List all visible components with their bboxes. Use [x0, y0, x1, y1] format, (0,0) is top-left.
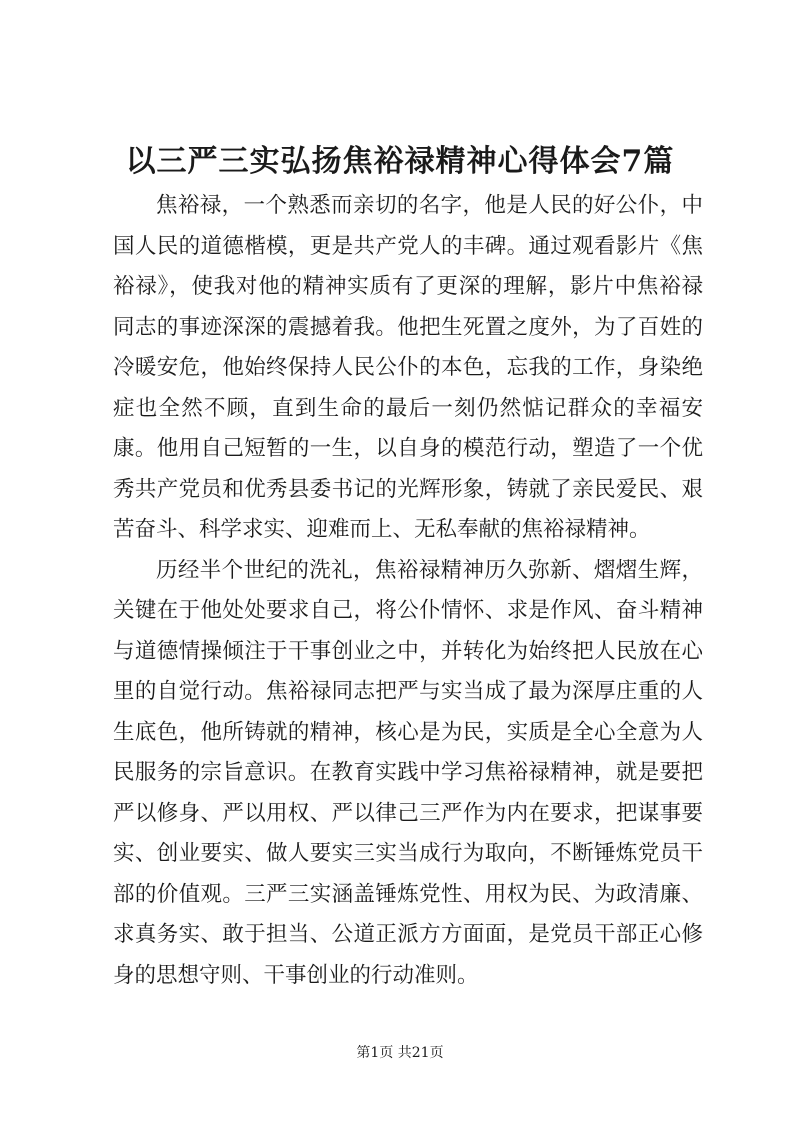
document-body — [113, 186, 703, 996]
page-footer: 第1页 共21页 — [356, 1045, 444, 1061]
paragraph-2: 历经半个世纪的洗礼，焦裕禄精神历久弥新、熠熠生辉，关键在于他处处要求自己，将公仆情怀、求是作风、奋斗精神与道德情操倾注于干事创业之中，并转化为始终把人民放在心里的自觉行动。焦裕禄同志把严与实当成了最为深厚庄重的人生底色，他所铸就的精神，核心是为民，实质是全心全意为人民服务的宗旨意识。在教育实践中学习焦裕禄精神，就是要把严以修身、严以用权、严以律己三严作为内在要求，把谋事要实、创业要实、做人要实三实当成行为取向，不断锤炼党员干部的价值观。三严三实涵盖锤炼党性、用权为民、为政清廉、求真务实、敢于担当、公道正派方方面面，是党员干部正心修身的思想守则、干事创业的行动准则。 — [113, 557, 703, 988]
paragraph-1: 焦裕禄，一个熟悉而亲切的名字，他是人民的好公仆，中国人民的道德楷模，更是共产党人的丰碑。通过观看影片《焦裕禄》，使我对他的精神实质有了更深的理解，影片中焦裕禄同志的事迹深深的震撼着我。他把生死置之度外，为了百姓的冷暖安危，他始终保持人民公仆的本色，忘我的工作，身染绝症也全然不顾，直到生命的最后一刻仍然惦记群众的幸福安康。他用自己短暂的一生，以自身的模范行动，塑造了一个优秀共产党员和优秀县委书记的光辉形象，铸就了亲民爱民、艰苦奋斗、科学求实、迎难而上、无私奉献的焦裕禄精神。 — [113, 193, 703, 542]
document-title: 以三严三实弘扬焦裕禄精神心得体会7篇 — [125, 144, 675, 179]
